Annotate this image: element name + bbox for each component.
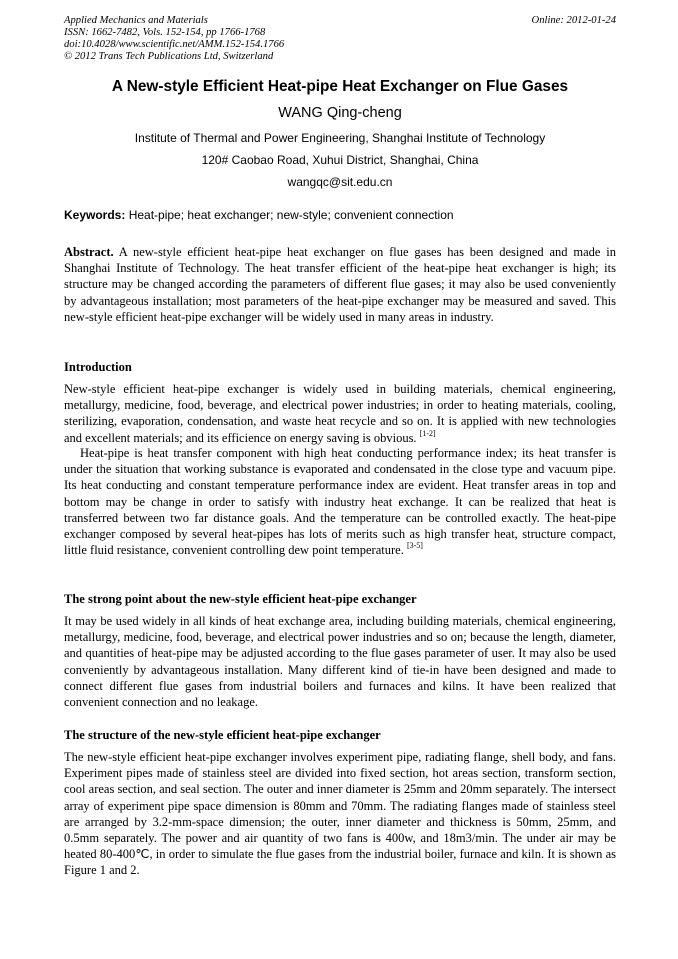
journal-name: Applied Mechanics and Materials <box>64 15 208 26</box>
intro-p1-citation: [1-2] <box>419 428 436 438</box>
doi-line: doi:10.4028/www.scientific.net/AMM.152-154.1766 <box>64 39 285 50</box>
introduction-paragraph-1 <box>64 381 616 446</box>
affiliation-email: wangqc@sit.edu.cn <box>287 175 393 189</box>
introduction-paragraph-2 <box>64 445 616 558</box>
issn-line: ISSN: 1662-7482, Vols. 152-154, pp 1766-1768 <box>64 27 266 38</box>
structure-heading: The structure of the new-style efficient heat-pipe exchanger <box>64 728 381 742</box>
strong-point-paragraph: It may be used widely in all kinds of heat exchange area, including building materials, chemical engineering, metallurgy, medicine, food, beverage, and electrical power industries and so on; because the length, diameter, and quantities of heat-pipe may be adjusted according to the flue gases parameter of user. It may also be used conveniently by advantageous installation. Many different kind of tie-in have been designed and made to connect different flue gases from industrial boilers and furnaces and kilns. It have been realized that convenient connection and no leakage. <box>64 614 616 710</box>
journal-header <box>64 15 616 63</box>
paper-title: A New-style Efficient Heat-pipe Heat Exchanger on Flue Gases <box>111 78 569 95</box>
keywords-text: Heat-pipe; heat exchanger; new-style; convenient connection <box>125 208 454 222</box>
intro-p2-citation: [3-5] <box>406 541 423 551</box>
keywords-label: Keywords: <box>64 208 126 222</box>
abstract-label: Abstract. <box>64 245 114 259</box>
author-name: WANG Qing-cheng <box>278 105 402 121</box>
introduction-heading: Introduction <box>64 360 132 374</box>
structure-paragraph: The new-style efficient heat-pipe exchanger involves experiment pipe, radiating flange, shell body, and fans. Experiment pipes made of stainless steel are divided into fixed section, hot areas section, transform section, cool areas section, and seal section. The outer and inner diameter is 25mm and 20mm separately. The intersect array of experiment pipe space dimension is 80mm and 70mm. The radiating flanges made of stainless steel are arranged by 3.2-mm-space dimension; the outer, inner diameter and thickness is 50mm, 25mm, and 0.5mm separately. The power and air quantity of two fans is 400w, and 18m3/min. The under air may be heated 80-400℃, in order to simulate the flue gases from the industrial boiler, furnace and kiln. It is shown as Figure 1 and 2. <box>64 750 617 878</box>
affiliation-address: 120# Caobao Road, Xuhui District, Shanghai, China <box>201 153 479 167</box>
intro-p1-text: New-style efficient heat-pipe exchanger is widely used in building materials, chemical engineering, metallurgy, medicine, food, beverage, and electrical power industries; in order to heating materials, cooling, sterilizing, evaporation, condensation, and waste heat recycle and so on. It is applied with new technologies and excellent materials; and its efficience on energy saving is obvious. <box>64 382 616 445</box>
online-date: Online: 2012-01-24 <box>531 15 616 26</box>
abstract <box>64 244 616 325</box>
affiliation-institute: Institute of Thermal and Power Engineering, Shanghai Institute of Technology <box>134 131 546 145</box>
keywords <box>64 208 616 223</box>
intro-p2-text: Heat-pipe is heat transfer component with high heat conducting performance index; its heat transfer is under the situation that working substance is evaporated and condensated in the close type and vacuum pipe. Its heat conducting and constant temperature performance index are evident. Heat transfer areas in top and bottom may be change in order to satisfy with industry heat exchange. It can be realized that heat is transferred between two far distance goals. And the temperature can be controlled exactly. The heat-pipe exchanger composed by several heat-pipes has lots of merits such as high transfer heat, structure compact, little fluid resistance, convenient controlling dew point temperature. <box>64 446 616 558</box>
strong-point-heading: The strong point about the new-style efficient heat-pipe exchanger <box>64 592 417 606</box>
abstract-text: A new-style efficient heat-pipe heat exchanger on flue gases has been designed and made in Shanghai Institute of Technology. The heat transfer efficient of the heat-pipe heat exchanger is high; its structure may be changed according the parameters of different flue gases; it may also be used conveniently by advantageous installation; most parameters of the heat-pipe exchanger may be measured and saved. This new-style efficient heat-pipe exchanger will be widely used in many areas in industry. <box>64 245 616 324</box>
copyright-line: © 2012 Trans Tech Publications Ltd, Switzerland <box>64 51 274 62</box>
